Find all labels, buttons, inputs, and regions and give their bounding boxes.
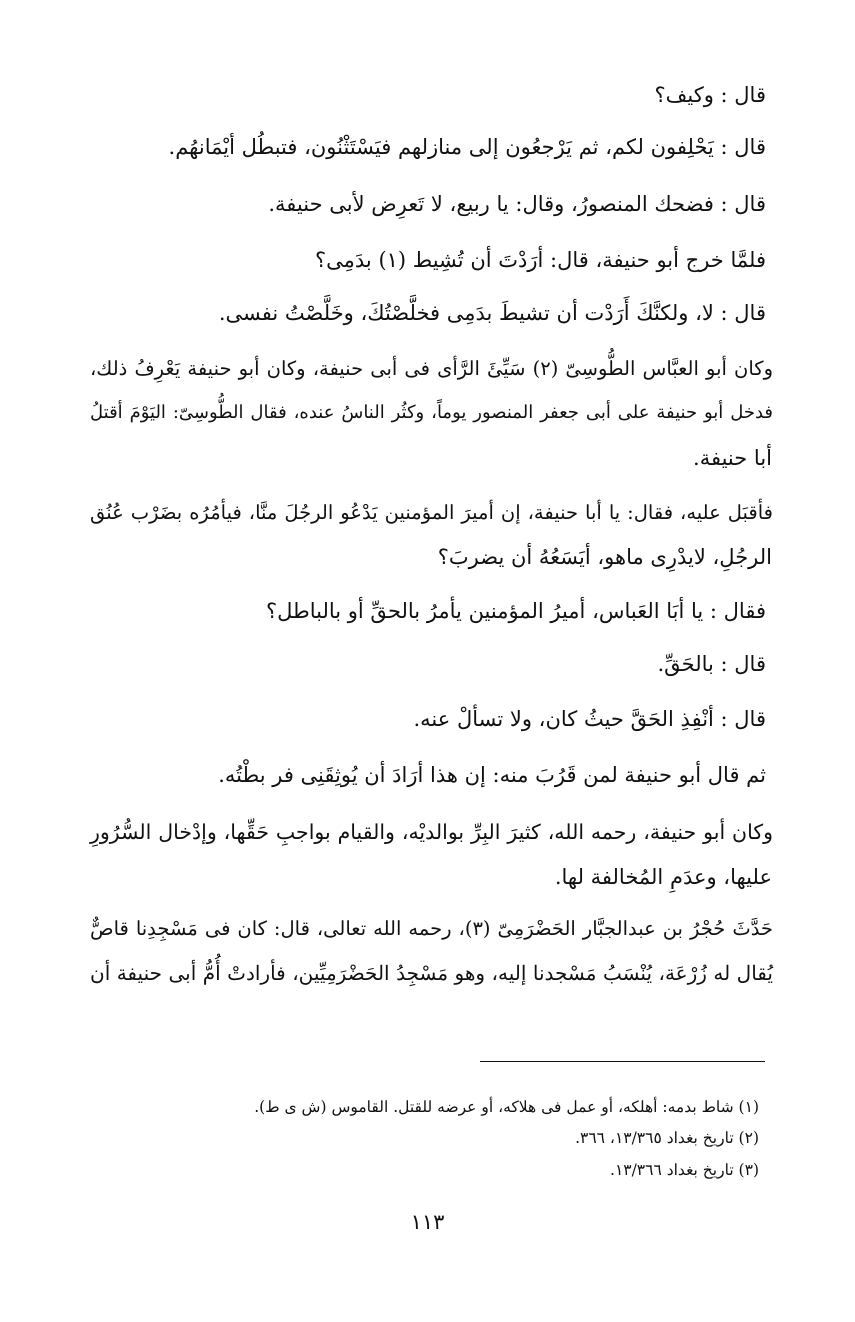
text-line: فدخل أبو حنيفة على أبى جعفر المنصور يوماً، وكثُر الناسُ عنده، فقال الطُّوسِىّ: اليَوْمَ أقتلُ — [90, 402, 773, 423]
footnote: (٣) تاريخ بغداد ١٣/٣٦٦. — [610, 1161, 759, 1179]
footnote-separator — [480, 1061, 765, 1062]
text-line: قال : يَحْلِفون لكم، ثم يَرْجعُون إلى منازلهم فيَسْتَثْنُون، فتبطُل أيْمَانهُم. — [168, 135, 766, 159]
text-line: قال : أنْفِذِ الحَقَّ حيثُ كان، ولا تسألْ عنه. — [413, 707, 766, 731]
text-line: فأقبَل عليه، فقال: يا أبا حنيفة، إن أميرَ المؤمنين يَدْعُو الرجُلَ منَّا، فيأمُرُه بضَرْب عُنُق — [90, 501, 773, 524]
text-line: أبا حنيفة. — [693, 446, 772, 470]
text-line: عليها، وعدَمِ المُخالفة لها. — [554, 865, 772, 889]
text-line: فلمَّا خرج أبو حنيفة، قال: أرَدْتَ أن تُشِيط (١) بدَمِى؟ — [315, 248, 766, 272]
footnote: (١) شاط بدمه: أهلكه، أو عمل فى هلاكه، أو عرضه للقتل. القاموس (ش ى ط). — [254, 1098, 759, 1116]
text-line: وكان أبو حنيفة، رحمه الله، كثيرَ البِرِّ بوالديْه، والقيام بواجبِ حَقِّها، وإدْخال السُّرُورِ — [90, 820, 773, 844]
text-line: قال : لا، ولكنَّكَ أَرَدْت أن تشيطَ بدَمِى فخلَّصْتُكَ، وخَلَّصْتُ نفسى. — [218, 301, 766, 325]
text-line: قال : بالحَقِّ. — [657, 652, 766, 676]
text-line: قال : فضحك المنصورُ، وقال: يا ربيع، لا تَعرِض لأبى حنيفة. — [268, 192, 766, 216]
text-line: يُقال له زُرْعَة، يُنْسَبُ مَسْجدنا إليه، وهو مَسْجِدُ الحَضْرَمِيِّين، فأرادتْ أُمُّ أبى حنيفة أن — [90, 961, 773, 985]
page-number: ١١٣ — [410, 1210, 445, 1234]
text-line: قال : وكيف؟ — [654, 83, 766, 107]
text-line: فقال : يا أبَا العَباس، أميرُ المؤمنين يأمرُ بالحقِّ أو بالباطل؟ — [265, 599, 766, 623]
text-line: ثم قال أبو حنيفة لمن قَرُبَ منه: إن هذا أرَادَ أن يُوثِقَنِى فر بطْتُه. — [218, 763, 766, 787]
text-line: الرجُلِ، لايدْرِى ماهو، أيَسَعُهُ أن يضربَ؟ — [437, 545, 772, 569]
text-line: حَدَّثَ حُجْرُ بن عبدالجبَّار الحَضْرَمِىّ (٣)، رحمه الله تعالى، قال: كان فى مَسْجِدِنا قاصٌّ — [90, 917, 773, 940]
text-line: وكان أبو العبَّاس الطُّوسِىّ (٢) سَيِّئَ الرَّأى فى أبى حنيفة، وكان أبو حنيفة يَعْرِفُ ذلك، — [90, 357, 773, 380]
footnote: (٢) تاريخ بغداد ١٣/٣٦٥، ٣٦٦. — [575, 1129, 759, 1147]
